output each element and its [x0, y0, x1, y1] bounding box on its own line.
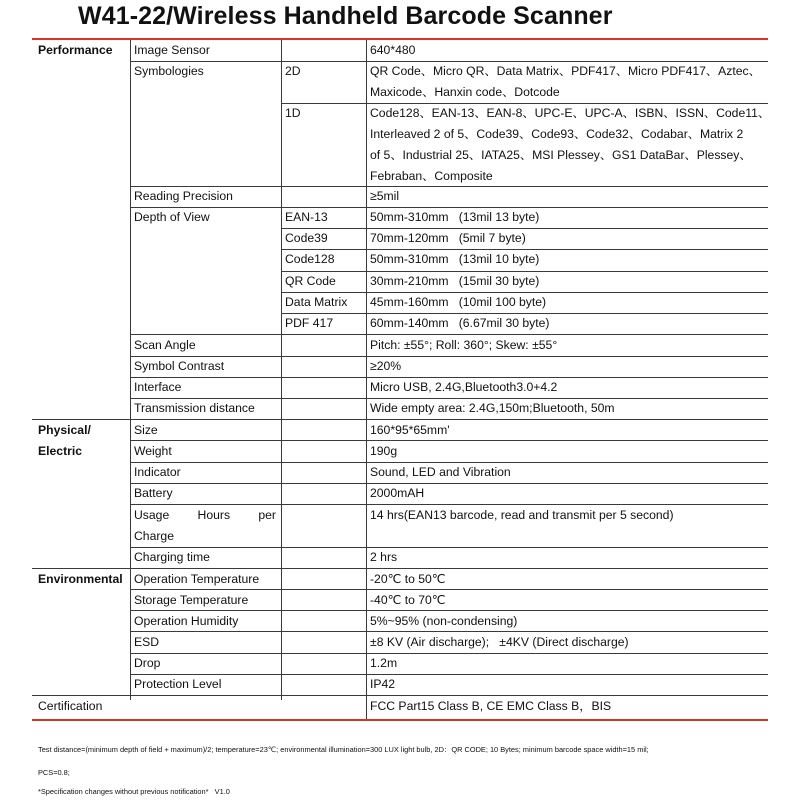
label-charging-time: Charging time	[134, 550, 210, 564]
divider-v-section	[130, 40, 131, 428]
value-1d-line-4: Febraban、Composite	[370, 169, 493, 183]
footnote-pcs: PCS=0.8;	[38, 768, 70, 777]
usage-word-2: Hours	[197, 508, 231, 522]
sub-ean13: EAN-13	[285, 210, 328, 224]
label-esd: ESD	[134, 635, 160, 649]
value-ean13: 50mm-310mm (13mil 13 byte)	[370, 210, 540, 224]
sub-data-matrix: Data Matrix	[285, 295, 348, 309]
value-qr-code: 30mm-210mm (15mil 30 byte)	[370, 274, 540, 288]
label-storage-temp: Storage Temperature	[134, 593, 249, 607]
value-weight: 190g	[370, 444, 398, 458]
value-1d-line-3: of 5、Industrial 25、IATA25、MSI Plessey、GS1 DataBar、Plessey、	[370, 148, 752, 162]
value-pdf417: 60mm-140mm (6.67mil 30 byte)	[370, 316, 550, 330]
value-image-sensor: 640*480	[370, 43, 416, 57]
section-electric: Electric	[38, 444, 83, 458]
divider-v-section-env	[130, 576, 131, 700]
sub-1d: 1D	[285, 106, 301, 120]
value-2d-line-2: Maxicode、Hanxin code、Dotcode	[370, 85, 560, 99]
sub-pdf417: PDF 417	[285, 316, 334, 330]
value-battery: 2000mAH	[370, 486, 425, 500]
label-indicator: Indicator	[134, 465, 181, 479]
value-scan-angle: Pitch: ±55°; Roll: 360°; Skew: ±55°	[370, 338, 558, 352]
label-depth-of-view: Depth of View	[134, 210, 210, 224]
section-environmental: Environmental	[38, 572, 123, 586]
label-image-sensor: Image Sensor	[134, 43, 210, 57]
value-transmission: Wide empty area: 2.4G,150m;Bluetooth, 50m	[370, 401, 615, 415]
value-2d-line-1: QR Code、Micro QR、Data Matrix、PDF417、Micro PDF417、Aztec、	[370, 64, 761, 78]
value-charging-time: 2 hrs	[370, 550, 398, 564]
label-symbologies: Symbologies	[134, 64, 204, 78]
value-usage-hours: 14 hrs(EAN13 barcode, read and transmit per 5 second)	[370, 508, 674, 522]
label-usage-hours	[134, 505, 284, 548]
footnote-test-distance: Test distance=(minimum depth of field + maximum)/2; temperature=23℃; environmental illumination=300 LUX light bulb, 2D：QR CODE; 10 Bytes; minimum barcode space width=15 mil;	[38, 745, 649, 754]
sub-qr-code: QR Code	[285, 274, 336, 288]
label-drop: Drop	[134, 656, 161, 670]
value-1d-line-1: Code128、EAN-13、EAN-8、UPC-E、UPC-A、ISBN、ISSN、Code11、	[370, 106, 771, 120]
usage-word-1: Usage	[134, 508, 170, 522]
label-operation-humidity: Operation Humidity	[134, 614, 239, 628]
value-esd: ±8 KV (Air discharge); ±4KV (Direct discharge)	[370, 635, 629, 649]
spec-grid	[32, 40, 771, 719]
value-certification: FCC Part15 Class B, CE EMC Class B，BIS	[370, 699, 612, 713]
label-protection-level: Protection Level	[134, 677, 222, 691]
value-reading-precision: ≥5mil	[370, 189, 400, 203]
label-weight: Weight	[134, 444, 172, 458]
label-operation-temp: Operation Temperature	[134, 572, 260, 586]
footnote-version: *Specification changes without previous notification* V1.0	[38, 787, 230, 796]
sub-code128: Code128	[285, 252, 335, 266]
label-battery: Battery	[134, 486, 173, 500]
value-protection-level: IP42	[370, 677, 396, 691]
section-performance: Performance	[38, 43, 113, 57]
value-size: 160*95*65mm'	[370, 423, 450, 437]
usage-word-3: per	[258, 508, 276, 522]
value-interface: Micro USB, 2.4G,Bluetooth3.0+4.2	[370, 380, 558, 394]
sub-2d: 2D	[285, 64, 301, 78]
value-storage-temp: -40℃ to 70℃	[370, 593, 446, 607]
label-transmission: Transmission distance	[134, 401, 255, 415]
usage-hours-line-1	[134, 505, 276, 526]
label-symbol-contrast: Symbol Contrast	[134, 359, 225, 373]
label-reading-precision: Reading Precision	[134, 189, 233, 203]
value-operation-humidity: 5%~95% (non-condensing)	[370, 614, 518, 628]
page-title: W41-22/Wireless Handheld Barcode Scanner	[78, 2, 613, 30]
divider-v-value	[366, 40, 367, 719]
sub-code39: Code39	[285, 231, 328, 245]
usage-hours-line-2: Charge	[134, 529, 174, 544]
value-symbol-contrast: ≥20%	[370, 359, 402, 373]
label-interface: Interface	[134, 380, 182, 394]
section-physical: Physical/	[38, 423, 91, 437]
spec-table	[32, 38, 771, 721]
value-1d-line-2: Interleaved 2 of 5、Code39、Code93、Code32、Codabar、Matrix 2	[370, 127, 744, 141]
label-scan-angle: Scan Angle	[134, 338, 196, 352]
value-operation-temp: -20℃ to 50℃	[370, 572, 446, 586]
label-size: Size	[134, 423, 158, 437]
section-certification: Certification	[38, 699, 103, 713]
value-drop: 1.2m	[370, 656, 398, 670]
value-code128: 50mm-310mm (13mil 10 byte)	[370, 252, 540, 266]
value-code39: 70mm-120mm (5mil 7 byte)	[370, 231, 526, 245]
value-indicator: Sound, LED and Vibration	[370, 465, 511, 479]
value-data-matrix: 45mm-160mm (10mil 100 byte)	[370, 295, 547, 309]
